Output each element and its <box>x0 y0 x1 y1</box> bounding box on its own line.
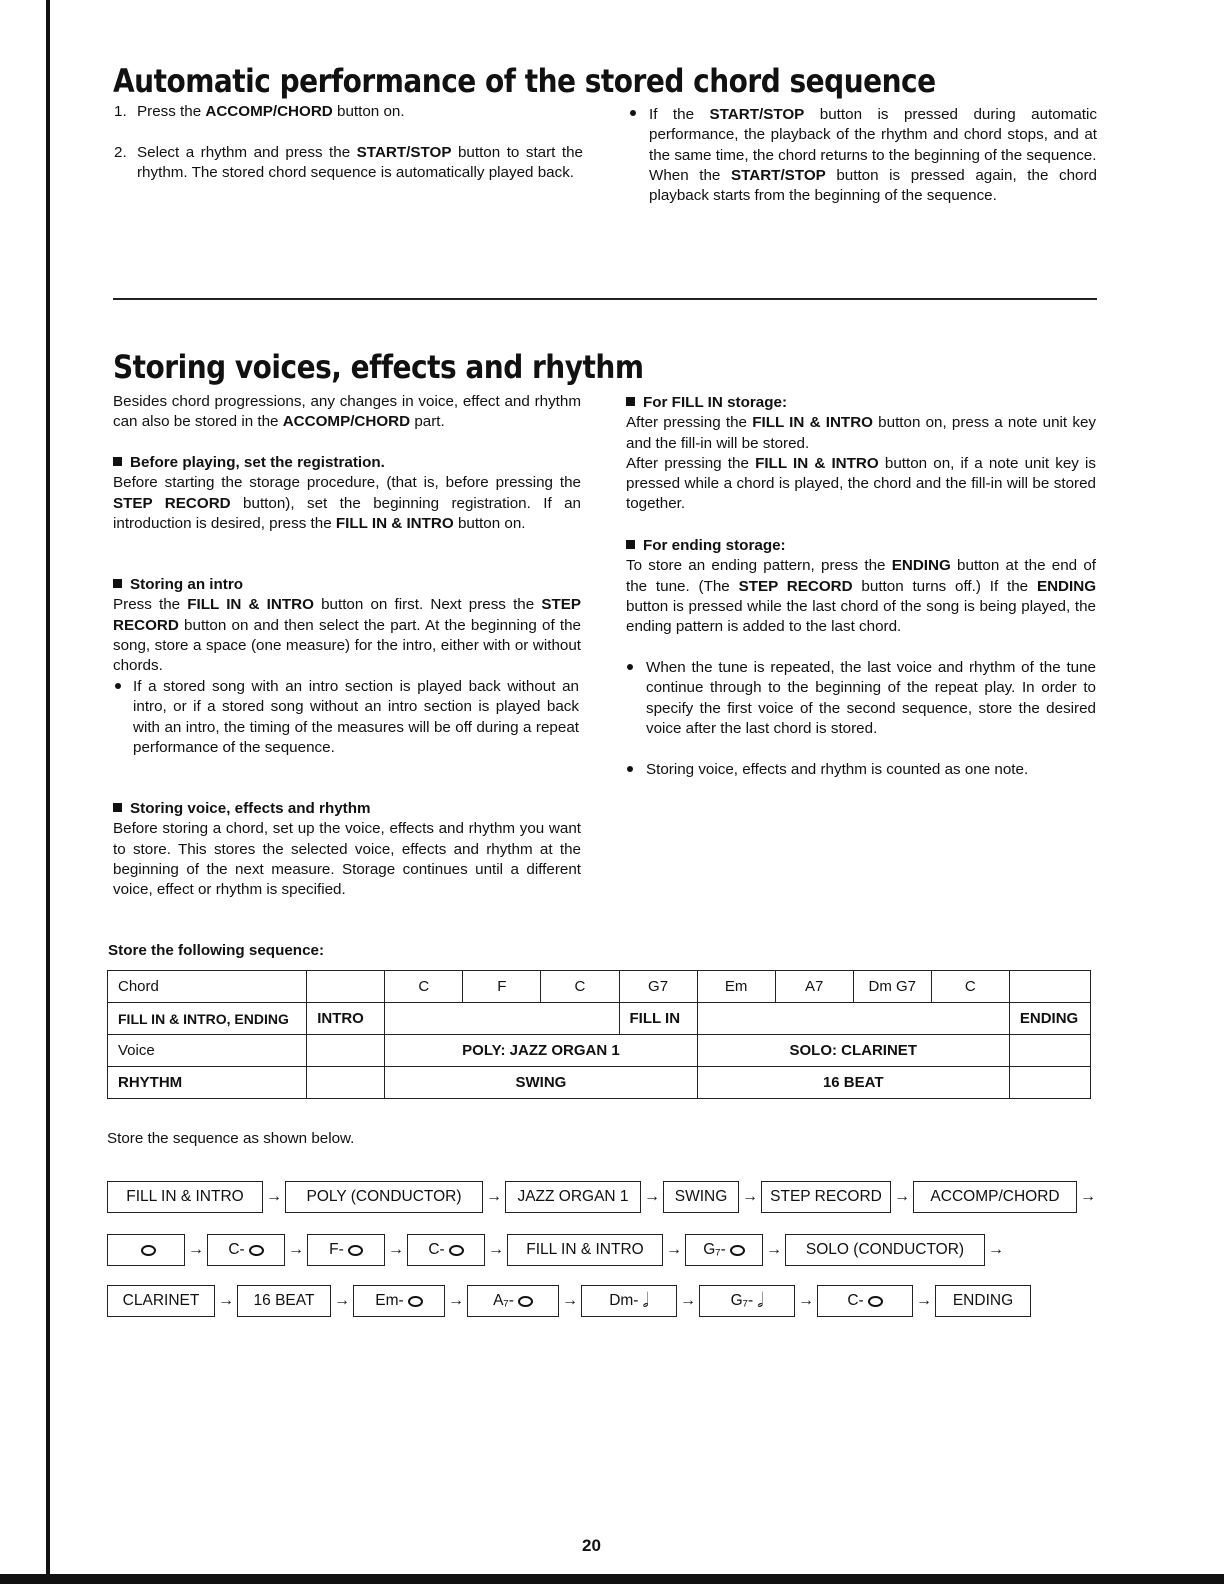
flow-step-chord: F- <box>307 1234 385 1266</box>
flow-step-chord: G₇- 𝅗𝅥 <box>699 1285 795 1317</box>
whole-note-icon <box>518 1296 533 1307</box>
flow-step-clarinet: CLARINET <box>107 1285 215 1317</box>
flow-step-poly-conductor: POLY (CONDUCTOR) <box>285 1181 483 1213</box>
registration-paragraph: Before playing, set the registration. Before starting the storage procedure, (that is, before pressing the STEP RECORD button), set the beginning registration. If an introduction is desired, press the FILL IN & INTRO button on. <box>113 454 582 532</box>
arrow-icon: → <box>486 1188 502 1205</box>
page-frame-bottom <box>0 1574 1224 1584</box>
flow-step-chord: C- <box>207 1234 285 1266</box>
section-title-storing-voices: Storing voices, effects and rhythm <box>113 348 644 386</box>
intro-cell: INTRO <box>307 1003 385 1035</box>
chord-cell: A7 <box>775 971 853 1003</box>
step-2-text: Select a rhythm and press the START/STOP button to start the rhythm. The stored chord sequence is automatically played back. <box>137 144 584 182</box>
chord-cell: Em <box>697 971 775 1003</box>
flow-step-accomp-chord: ACCOMP/CHORD <box>913 1181 1077 1213</box>
chord-cell: G7 <box>619 971 697 1003</box>
arrow-icon: → <box>388 1241 404 1258</box>
flow-step-fill-in-intro: FILL IN & INTRO <box>107 1181 263 1213</box>
table-row <box>108 971 1091 1003</box>
chord-cell: C <box>931 971 1009 1003</box>
arrow-icon: → <box>448 1292 464 1309</box>
arrow-icon: → <box>488 1241 504 1258</box>
rhythm-swing-cell: SWING <box>385 1067 697 1099</box>
whole-note-icon <box>868 1296 883 1307</box>
arrow-icon: → <box>188 1241 204 1258</box>
flow-step-ending: ENDING <box>935 1285 1031 1317</box>
arrow-icon: → <box>288 1241 304 1258</box>
flow-step-chord: C- <box>407 1234 485 1266</box>
voice-poly-cell: POLY: JAZZ ORGAN 1 <box>385 1035 697 1067</box>
section-divider <box>113 298 1097 300</box>
whole-note-icon <box>348 1245 363 1256</box>
flow-step-step-record: STEP RECORD <box>761 1181 891 1213</box>
ending-cell: ENDING <box>1009 1003 1090 1035</box>
arrow-icon: → <box>798 1292 814 1309</box>
bullet-icon <box>627 766 633 772</box>
flow-step-swing: SWING <box>663 1181 739 1213</box>
intro-timing-note: If a stored song with an intro section is played back without an intro, or if a stored song without an intro section is played back with an intro, the timing of the measures will be off during a repeat performance of the sequence. <box>133 678 579 756</box>
whole-note-icon <box>408 1296 423 1307</box>
arrow-icon: → <box>916 1292 932 1309</box>
bullet-icon <box>115 683 121 689</box>
flow-step-16-beat: 16 BEAT <box>237 1285 331 1317</box>
step-1-text: Press the ACCOMP/CHORD button on. <box>137 103 405 120</box>
half-note-icon: 𝅗𝅥 <box>642 1290 649 1312</box>
flow-step-chord: G₇- <box>685 1234 763 1266</box>
section-title-automatic-performance: Automatic performance of the stored chord sequence <box>113 62 936 100</box>
arrow-icon: → <box>1080 1188 1096 1205</box>
sequence-table <box>107 970 1091 1099</box>
ending-storage-paragraph: For ending storage: To store an ending pattern, press the ENDING button at the end of the tune. (The STEP RECORD button turns off.) If the ENDING button is pressed while the last chord of the song is being played, the ending pattern is added to the last chord. <box>626 537 1097 636</box>
page-number: 20 <box>582 1536 601 1555</box>
table-row <box>108 1003 1091 1035</box>
arrow-icon: → <box>680 1292 696 1309</box>
flow-step-chord: C- <box>817 1285 913 1317</box>
flow-step-chord: Dm- 𝅗𝅥 <box>581 1285 677 1317</box>
flow-step-fill-in-intro: FILL IN & INTRO <box>507 1234 663 1266</box>
row-label: Voice <box>108 1035 307 1067</box>
storing-an-intro-paragraph: Storing an intro Press the FILL IN & INTRO button on first. Next press the STEP RECORD button on and then select the part. At the beginning of the song, store a space (one measure) for the intro, either with or without chords. <box>113 576 582 675</box>
storing-intro-text: Besides chord progressions, any changes in voice, effect and rhythm can also be stored in the ACCOMP/CHORD part. <box>113 393 581 431</box>
arrow-icon: → <box>894 1188 910 1205</box>
whole-note-icon <box>730 1245 745 1256</box>
whole-note-icon <box>141 1245 156 1256</box>
arrow-icon: → <box>562 1292 578 1309</box>
fill-in-cell: FILL IN <box>619 1003 697 1035</box>
square-bullet-icon <box>113 803 122 812</box>
flow-step-jazz-organ: JAZZ ORGAN 1 <box>505 1181 641 1213</box>
flow-step-chord: Em- <box>353 1285 445 1317</box>
arrow-icon: → <box>218 1292 234 1309</box>
arrow-icon: → <box>766 1241 782 1258</box>
counted-as-note: Storing voice, effects and rhythm is counted as one note. <box>646 761 1029 778</box>
step-number: 2. <box>114 144 127 161</box>
arrow-icon: → <box>742 1188 758 1205</box>
start-stop-note: If the START/STOP button is pressed during automatic performance, the playback of the rhythm and chord stops, and at the same time, the chord returns to the beginning of the sequence. When the START/STOP button is pressed again, the chord playback starts from the beginning of the sequence. <box>649 106 1097 205</box>
bullet-icon <box>630 110 636 116</box>
table-caption: Store the following sequence: <box>108 942 325 959</box>
voice-solo-cell: SOLO: CLARINET <box>697 1035 1009 1067</box>
chord-cell: C <box>385 971 463 1003</box>
flow-row-2 <box>107 1234 1007 1266</box>
row-label: Chord <box>108 971 307 1003</box>
square-bullet-icon <box>626 397 635 406</box>
flow-row-1 <box>107 1181 1099 1213</box>
square-bullet-icon <box>113 579 122 588</box>
flow-step-rest <box>107 1234 185 1266</box>
arrow-icon: → <box>644 1188 660 1205</box>
table-row <box>108 1035 1091 1067</box>
chord-cell: C <box>541 971 619 1003</box>
step-number: 1. <box>114 103 127 120</box>
page-frame-left <box>46 0 50 1584</box>
storing-voice-paragraph: Storing voice, effects and rhythm Before storing a chord, set up the voice, effects and rhythm you want to store. This stores the selected voice, effects and rhythm at the beginning of the next measure. Storage continues until a different voice, effect or rhythm is specified. <box>113 800 581 899</box>
arrow-icon: → <box>334 1292 350 1309</box>
whole-note-icon <box>249 1245 264 1256</box>
arrow-icon: → <box>266 1188 282 1205</box>
flow-step-solo-conductor: SOLO (CONDUCTOR) <box>785 1234 985 1266</box>
arrow-icon: → <box>988 1241 1004 1258</box>
square-bullet-icon <box>626 540 635 549</box>
flow-step-chord: A₇- <box>467 1285 559 1317</box>
flow-row-3 <box>107 1285 1031 1317</box>
arrow-icon: → <box>666 1241 682 1258</box>
repeat-voice-note: When the tune is repeated, the last voice and rhythm of the tune continue through to the beginning of the repeat play. In order to specify the first voice of the second sequence, store the desired voice after the last chord is stored. <box>646 659 1096 737</box>
fill-in-storage-paragraph: For FILL IN storage: After pressing the FILL IN & INTRO button on, press a note unit key and the fill-in will be stored. After pressing the FILL IN & INTRO button on, if a note unit key is pressed while a chord is played, the chord and the fill-in will be stored together. <box>626 394 1096 513</box>
whole-note-icon <box>449 1245 464 1256</box>
chord-cell: F <box>463 971 541 1003</box>
table-row <box>108 1067 1091 1099</box>
bullet-icon <box>627 664 633 670</box>
half-note-icon: 𝅗𝅥 <box>757 1290 764 1312</box>
square-bullet-icon <box>113 457 122 466</box>
chord-cell: Dm G7 <box>853 971 931 1003</box>
flow-caption: Store the sequence as shown below. <box>107 1130 355 1147</box>
rhythm-16beat-cell: 16 BEAT <box>697 1067 1009 1099</box>
row-label: RHYTHM <box>108 1067 307 1099</box>
row-label: FILL IN & INTRO, ENDING <box>108 1003 307 1035</box>
